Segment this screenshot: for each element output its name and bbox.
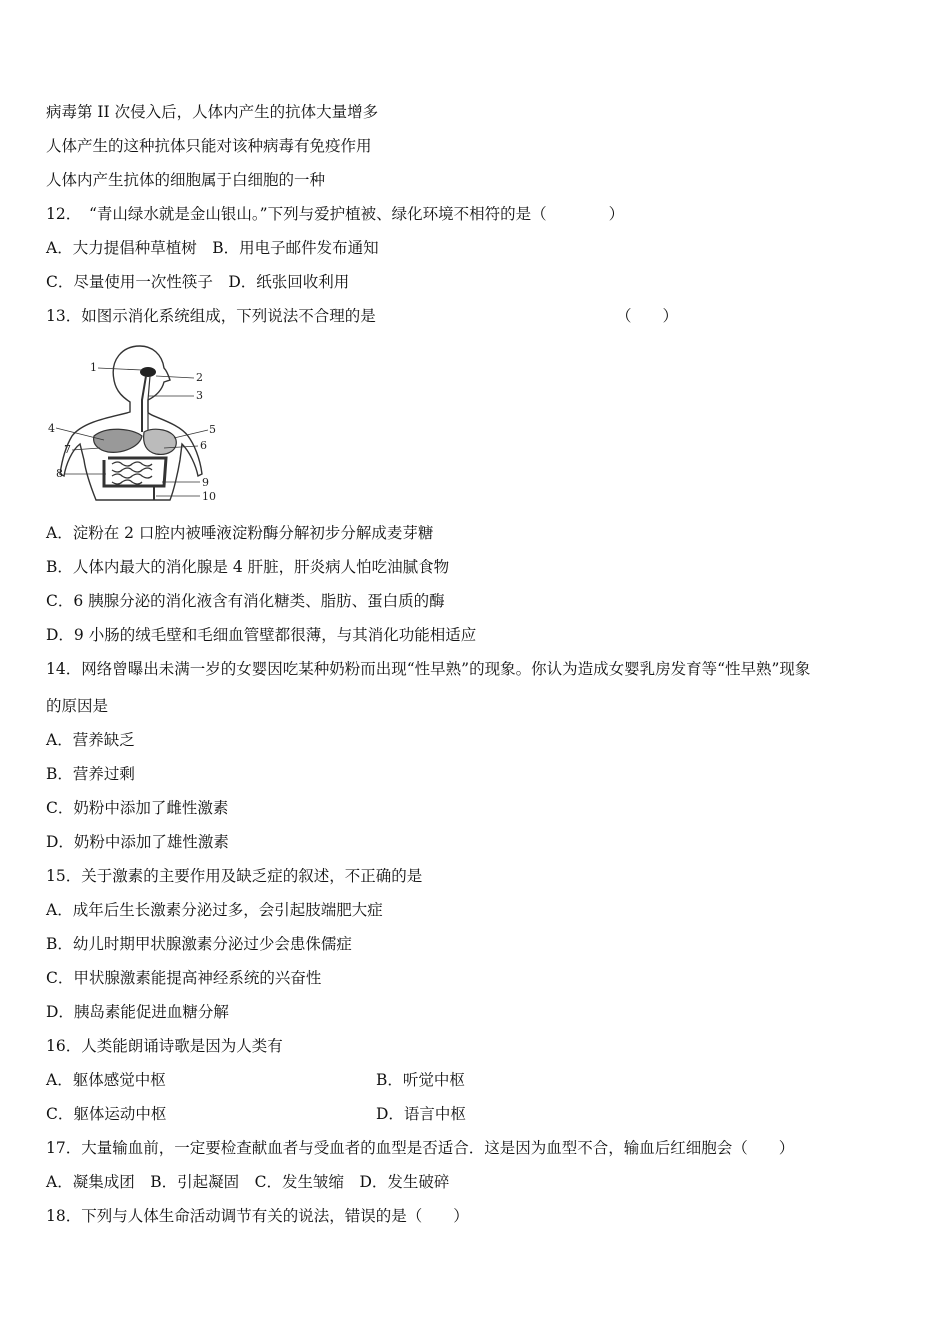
diagram-label-10: 10 [202,490,216,503]
q15-option-b: B．幼儿时期甲状腺激素分泌过少会患侏儒症 [46,935,352,953]
q14-stem-line1: 14．网络曾曝出未满一岁的女婴因吃某种奶粉而出现“性早熟”的现象。你认为造成女婴乳房发育等“性早熟”现象 [46,660,811,678]
q13-option-d: D．9 小肠的绒毛壁和毛细血管壁都很薄，与其消化功能相适应 [46,626,477,644]
q16-stem: 16．人类能朗诵诗歌是因为人类有 [46,1037,283,1055]
q13-answer-paren: （ ） [616,307,679,325]
q14-stem-line2: 的原因是 [46,697,109,715]
q16-option-a: A．躯体感觉中枢 [46,1071,166,1089]
q16-option-b: B．听觉中枢 [376,1071,465,1089]
diagram-label-9: 9 [202,476,209,489]
diagram-label-1: 1 [90,361,97,374]
q16-option-d: D．语言中枢 [376,1105,466,1123]
q11-option-b: 病毒第 II 次侵入后，人体内产生的抗体大量增多 [46,103,379,121]
q15-option-c: C．甲状腺激素能提高神经系统的兴奋性 [46,969,322,987]
diagram-label-8: 8 [56,467,63,480]
q13-stem: 13．如图示消化系统组成，下列说法不合理的是 [46,307,376,325]
q12-stem: 12． “青山绿水就是金山银山。”下列与爱护植被、绿化环境不相符的是（ ） [46,205,625,223]
diagram-label-6: 6 [200,439,207,452]
q12-options-ab: A．大力提倡种草植树 B．用电子邮件发布通知 [46,239,379,257]
q15-option-d: D．胰岛素能促进血糖分解 [46,1003,229,1021]
q14-option-b: B．营养过剩 [46,765,135,783]
diagram-label-3: 3 [196,389,203,402]
diagram-label-4: 4 [48,422,55,435]
q14-option-c: C．奶粉中添加了雌性激素 [46,799,229,817]
q12-options-cd: C．尽量使用一次性筷子 D．纸张回收利用 [46,273,350,291]
digestive-system-diagram [44,340,224,506]
q13-option-b: B．人体内最大的消化腺是 4 肝脏，肝炎病人怕吃油腻食物 [46,558,450,576]
diagram-label-5: 5 [209,423,216,436]
q17-stem: 17．大量输血前，一定要检查献血者与受血者的血型是否适合．这是因为血型不合，输血后红细胞会（ ） [46,1139,795,1157]
q13-option-a: A．淀粉在 2 口腔内被唾液淀粉酶分解初步分解成麦芽糖 [46,524,434,542]
q11-option-d: 人体内产生抗体的细胞属于白细胞的一种 [46,171,326,189]
q15-option-a: A．成年后生长激素分泌过多，会引起肢端肥大症 [46,901,383,919]
q14-option-a: A．营养缺乏 [46,731,135,749]
q17-options: A．凝集成团 B．引起凝固 C．发生皱缩 D．发生破碎 [46,1173,450,1191]
diagram-label-7: 7 [64,443,71,456]
q15-stem: 15．关于激素的主要作用及缺乏症的叙述，不正确的是 [46,867,423,885]
diagram-label-2: 2 [196,371,203,384]
q16-option-c: C．躯体运动中枢 [46,1105,167,1123]
q13-option-c: C．6 胰腺分泌的消化液含有消化糖类、脂肪、蛋白质的酶 [46,592,445,610]
q11-option-c: 人体产生的这种抗体只能对该种病毒有免疫作用 [46,137,372,155]
q18-stem: 18．下列与人体生命活动调节有关的说法，错误的是（ ） [46,1207,469,1225]
q14-option-d: D．奶粉中添加了雄性激素 [46,833,229,851]
